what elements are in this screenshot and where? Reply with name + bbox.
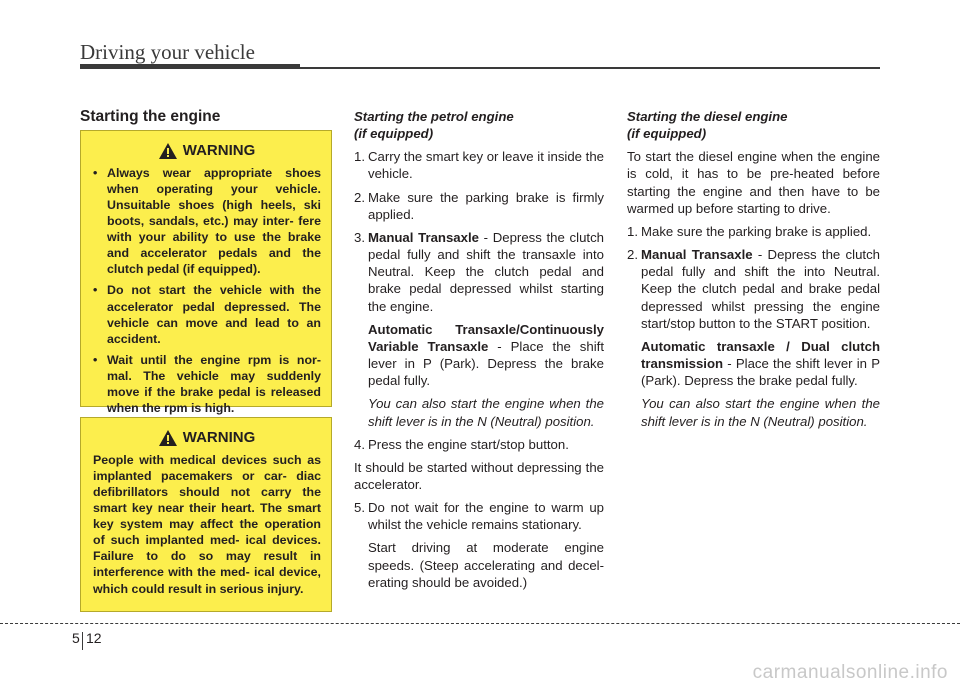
diesel-column xyxy=(627,108,880,436)
auto-text: - Place the shift lever in P (Park). Depress the brake pedal fully. xyxy=(368,338,604,389)
warning-title-row xyxy=(93,428,321,448)
diesel-auto-transmission xyxy=(627,338,880,389)
diesel-heading-line2: (if equipped) xyxy=(627,126,707,142)
step-text: Carry the smart key or leave it inside the vehicle. xyxy=(368,149,605,182)
warning-title: WARNING xyxy=(182,142,256,159)
warning-triangle-icon xyxy=(159,430,177,446)
warning-title: WARNING xyxy=(182,429,256,446)
diesel-step-1: 1. Make sure the parking brake is applied. xyxy=(627,223,872,239)
warning-item: • Always wear appropriate shoes when operating your vehicle. Unsuitable shoes (high heels, ski boots, sandals, etc.) may inter- fere with your ability to use the brake and accelerator pedals and the clutch pedal (if equipped). xyxy=(93,165,321,278)
petrol-auto-transaxle xyxy=(354,321,604,390)
auto-text: - Place the shift lever in P (Park). Depress the brake pedal fully. xyxy=(641,356,880,389)
warning-item: • Do not start the vehicle with the accelerator pedal depressed. The vehicle can move and lead to an accident. xyxy=(93,282,321,347)
diesel-heading-line1: Starting the diesel engine xyxy=(627,109,788,124)
page-number: 12 xyxy=(86,630,102,646)
footer-dashed-rule xyxy=(0,623,960,624)
diesel-heading xyxy=(627,108,880,142)
petrol-step-2: 2. Make sure the parking brake is firmly applied. xyxy=(354,189,604,222)
page-number-separator xyxy=(82,632,83,650)
petrol-step-1: 1. Carry the smart key or leave it inside the vehicle. xyxy=(354,149,605,182)
petrol-heading-line1: Starting the petrol engine xyxy=(354,109,514,124)
warning-list xyxy=(93,165,321,417)
petrol-step-3: 3. Manual Transaxle - Depress the clutch pedal fully and shift the transaxle into Neutral. Keep the clutch pedal and brake pedal depressed whilst starting the engine. xyxy=(354,229,604,314)
petrol-step-5: 5. Do not wait for the engine to warm up whilst the vehicle remains stationary. xyxy=(354,500,604,533)
page-header-title: Driving your vehicle xyxy=(80,40,255,64)
warning-title-row xyxy=(93,141,321,161)
petrol-step-5-follow: Start driving at moderate engine speeds. (Steep accelerating and decel- erating should be avoided.) xyxy=(368,540,604,590)
section-heading: Starting the engine xyxy=(80,108,221,125)
step-text: Press the engine start/stop button. xyxy=(368,436,569,452)
petrol-heading xyxy=(354,108,604,142)
warning-triangle-icon xyxy=(159,143,177,159)
diesel-step-2: 2. Manual Transaxle - Depress the clutch pedal fully and shift the into Neutral. Keep the clutch pedal and brake pedal depressed whilst pressing the engine start/stop button to the START position. xyxy=(627,247,881,331)
warning-box-medical xyxy=(80,417,332,612)
petrol-heading-line2: (if equipped) xyxy=(354,126,434,142)
petrol-step-4: 4. Press the engine start/stop button. xyxy=(354,436,569,452)
diesel-intro: To start the diesel engine when the engine is cold, it has to be pre-heated before starting the engine and then have to be warmed up before starting to drive. xyxy=(627,149,880,216)
step-text: Do not wait for the engine to warm up whilst the vehicle remains stationary. xyxy=(368,500,604,533)
chapter-number: 5 xyxy=(72,630,80,646)
step-label: Manual Transaxle xyxy=(641,247,753,263)
auto-label: Automatic Transaxle/Continuously Variable Transaxle xyxy=(368,321,604,354)
header-rule-thick xyxy=(80,64,300,69)
warning-box-shoes xyxy=(80,130,332,416)
step-text: Make sure the parking brake is applied. xyxy=(641,223,872,239)
petrol-column xyxy=(354,108,604,597)
header-rule-thin xyxy=(300,67,880,69)
diesel-note: You can also start the engine when the shift lever is in the N (Neutral) position. xyxy=(641,396,880,429)
auto-label: Automatic transaxle / Dual clutch transmission xyxy=(641,338,880,372)
step-label: Manual Transaxle xyxy=(368,229,479,245)
step-text: Make sure the parking brake is firmly applied. xyxy=(368,189,604,222)
warning-text: People with medical devices such as implanted pacemakers or car- diac defibrillators should not carry the smart key near their heart. The smart key system may affect the operation of such implanted med- ical devices. Failure to do so may result in interference with the med- ical device, which could result in serious injury. xyxy=(93,452,321,596)
petrol-paragraph: It should be started without depressing the accelerator. xyxy=(354,459,604,492)
warning-item: • Wait until the engine rpm is nor- mal. The vehicle may suddenly move if the brake pedal is released when the rpm is high. xyxy=(93,352,321,417)
watermark-text: carmanualsonline.info xyxy=(752,662,948,683)
step-text: - Depress the clutch pedal fully and shift the transaxle into Neutral. Keep the clutch pedal and brake pedal depressed whilst starting the engine. xyxy=(368,229,604,314)
step-text: - Depress the clutch pedal fully and shift the into Neutral. Keep the clutch pedal and brake pedal depressed whilst pressing the engine start/stop button to the START position. xyxy=(641,247,881,331)
petrol-note: You can also start the engine when the shift lever is in the N (Neutral) position. xyxy=(368,396,604,429)
